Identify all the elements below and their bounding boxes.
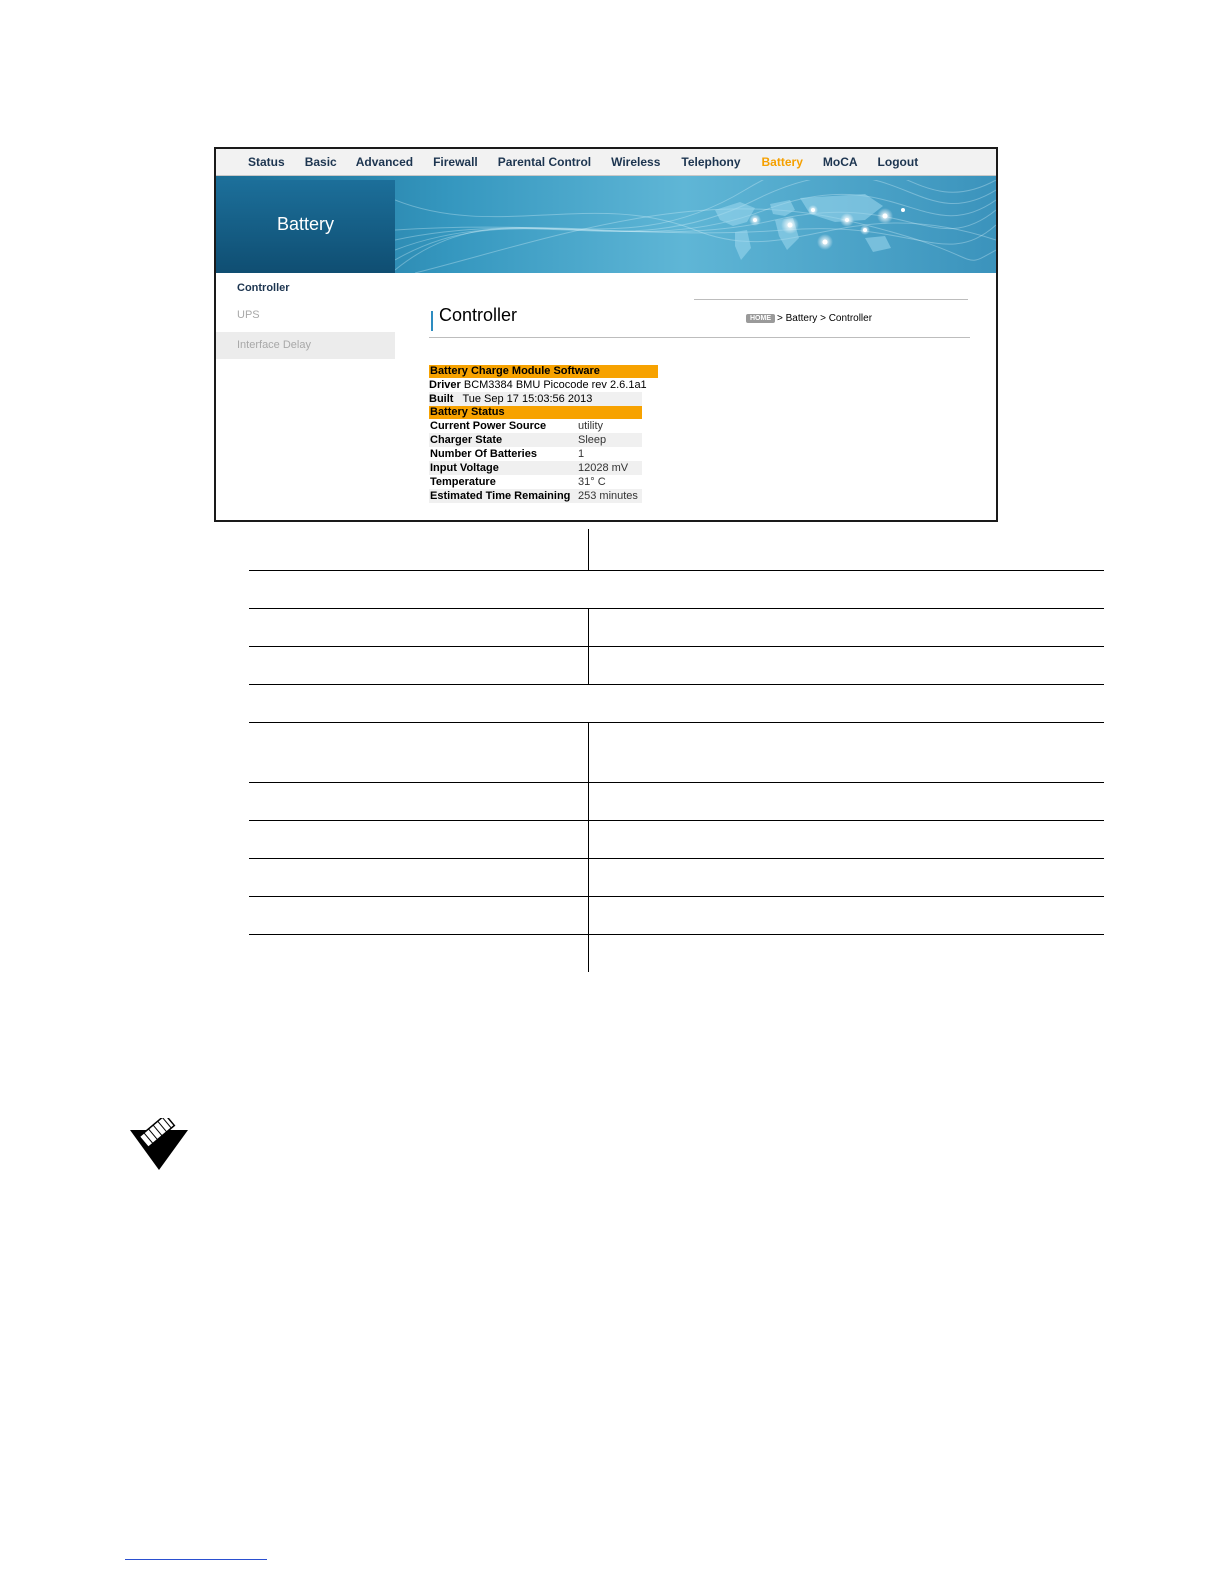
column-divider (588, 723, 589, 782)
column-divider (588, 609, 589, 646)
column-divider (588, 783, 589, 820)
table-row (249, 609, 1104, 647)
status-label: Current Power Source (430, 420, 547, 432)
sidebar-item-controller[interactable]: Controller (237, 282, 290, 294)
page-title: Controller (439, 305, 518, 325)
nav-advanced[interactable]: Advanced (355, 155, 414, 169)
table-row (249, 685, 1104, 723)
header-divider-bottom (429, 337, 970, 338)
driver-label: Driver (429, 379, 461, 391)
table-row (249, 529, 1104, 571)
status-label: Input Voltage (430, 462, 499, 474)
table-row (249, 859, 1104, 897)
header-divider-top (694, 299, 968, 300)
nav-telephony[interactable]: Telephony (681, 155, 741, 169)
status-value: 253 minutes (578, 490, 638, 502)
column-divider (588, 935, 589, 972)
table-row (249, 647, 1104, 685)
status-value: utility (578, 420, 604, 432)
table-row (429, 489, 642, 503)
top-navigation (216, 149, 996, 176)
status-heading: Battery Status (429, 406, 642, 419)
nav-status[interactable]: Status (248, 155, 285, 169)
battery-info (429, 365, 658, 503)
nav-list (248, 155, 918, 169)
note-pencil-icon (128, 1118, 192, 1172)
table-row (249, 935, 1104, 972)
status-label: Estimated Time Remaining (430, 490, 571, 502)
nav-logout[interactable]: Logout (877, 155, 919, 169)
title-accent-bar (431, 311, 433, 331)
column-divider (588, 897, 589, 934)
driver-row (429, 378, 658, 392)
table-row (429, 461, 642, 475)
banner-title: Battery (276, 214, 335, 234)
driver-value: BCM3384 BMU Picocode rev 2.6.1a1 (463, 379, 647, 391)
nav-parental-control[interactable]: Parental Control (497, 155, 592, 169)
built-label: Built (429, 393, 454, 405)
software-heading: Battery Charge Module Software (429, 365, 658, 378)
router-screenshot (214, 147, 998, 522)
table-row (249, 897, 1104, 935)
sidebar-item-interface-delay[interactable]: Interface Delay (216, 332, 395, 359)
footnote-separator (125, 1559, 267, 1560)
table-row (429, 433, 642, 447)
breadcrumb-path: > Battery > Controller (777, 313, 873, 324)
nav-battery[interactable]: Battery (761, 155, 803, 169)
table-row (249, 783, 1104, 821)
breadcrumb (746, 313, 872, 324)
column-divider (588, 859, 589, 896)
built-value: Tue Sep 17 15:03:56 2013 (462, 393, 593, 405)
table-row (249, 571, 1104, 609)
built-row (429, 392, 642, 406)
sidebar (216, 275, 395, 359)
status-value: 1 (578, 448, 585, 460)
column-divider (588, 647, 589, 684)
home-link[interactable]: HOME (746, 314, 775, 323)
table-row (249, 723, 1104, 783)
table-row (429, 447, 642, 461)
nav-firewall[interactable]: Firewall (433, 155, 478, 169)
table-row (429, 419, 642, 433)
status-value: Sleep (578, 434, 607, 446)
table-row (429, 475, 642, 489)
nav-moca[interactable]: MoCA (822, 155, 858, 169)
status-value: 12028 mV (578, 462, 629, 474)
column-divider (588, 821, 589, 858)
nav-wireless[interactable]: Wireless (611, 155, 661, 169)
status-label: Temperature (430, 476, 496, 488)
status-label: Number Of Batteries (430, 448, 537, 460)
column-divider (588, 529, 589, 570)
status-label: Charger State (430, 434, 503, 446)
status-value: 31° C (578, 476, 606, 488)
page-banner (216, 176, 996, 273)
world-map-graphic (395, 180, 996, 273)
status-table (429, 419, 642, 503)
sidebar-item-ups[interactable]: UPS (237, 309, 260, 321)
description-table (249, 529, 1104, 972)
banner-title-box (216, 180, 395, 273)
nav-basic[interactable]: Basic (304, 155, 337, 169)
table-row (249, 821, 1104, 859)
